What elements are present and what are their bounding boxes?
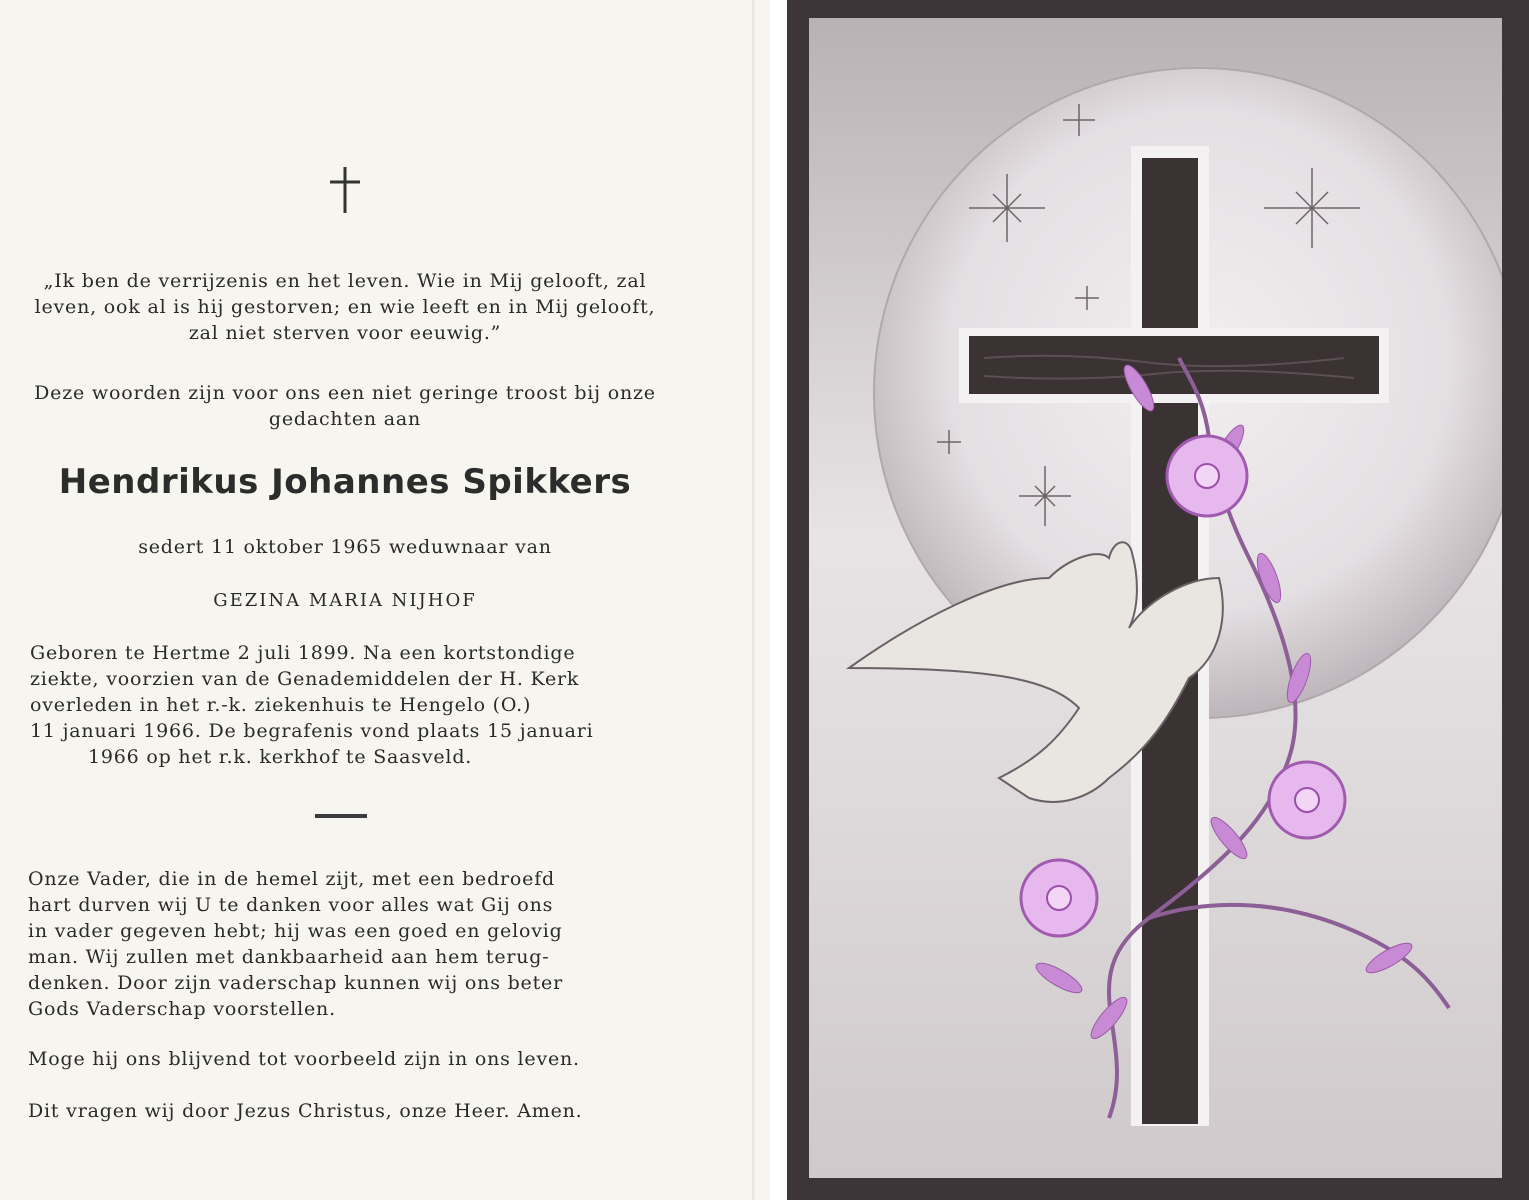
prayer-line: Gods Vaderschap voorstellen. bbox=[28, 998, 336, 1020]
image-page bbox=[787, 0, 1529, 1200]
widower-line: sedert 11 oktober 1965 weduwnaar van bbox=[138, 536, 552, 558]
bio-line: Geboren te Hertme 2 juli 1899. Na een kortstondige bbox=[30, 642, 576, 664]
divider bbox=[315, 814, 367, 818]
bio-line: ziekte, voorzien van de Genademiddelen der H. Kerk bbox=[30, 668, 580, 690]
spouse-name: GEZINA MARIA NIJHOF bbox=[213, 590, 477, 611]
bio-line: 1966 op het r.k. kerkhof te Saasveld. bbox=[88, 746, 473, 768]
prayer-line: man. Wij zullen met dankbaarheid aan hem terug- bbox=[28, 946, 550, 968]
card-fold bbox=[752, 0, 755, 1200]
bio-line: 11 januari 1966. De begrafenis vond plaats 15 januari bbox=[30, 720, 594, 742]
closing-line-1: Moge hij ons blijvend tot voorbeeld zijn in ons leven. bbox=[28, 1048, 580, 1070]
cross-illustration bbox=[809, 18, 1502, 1178]
prayer-line: in vader gegeven hebt; hij was een goed en gelovig bbox=[28, 920, 563, 942]
intro-text: Deze woorden zijn voor ons een niet geringe troost bij onze gedachten aan bbox=[34, 382, 656, 430]
small-cross-icon bbox=[325, 165, 365, 215]
prayer-line: denken. Door zijn vaderschap kunnen wij ons beter bbox=[28, 972, 563, 994]
biography bbox=[30, 640, 652, 770]
scripture-quote: „Ik ben de verrijzenis en het leven. Wie in Mij gelooft, zal leven, ook al is hij gestorven; en wie leeft en in Mij gelooft, zal niet sterven voor eeuwig.” bbox=[34, 270, 656, 344]
closing-line-2: Dit vragen wij door Jezus Christus, onze Heer. Amen. bbox=[28, 1100, 583, 1122]
deceased-name: Hendrikus Johannes Spikkers bbox=[58, 462, 632, 502]
prayer bbox=[28, 866, 652, 1022]
prayer-line: hart durven wij U te danken voor alles wat Gij ons bbox=[28, 894, 554, 916]
bio-line: overleden in het r.-k. ziekenhuis te Hengelo (O.) bbox=[30, 694, 532, 716]
prayer-line: Onze Vader, die in de hemel zijt, met een bedroefd bbox=[28, 868, 555, 890]
